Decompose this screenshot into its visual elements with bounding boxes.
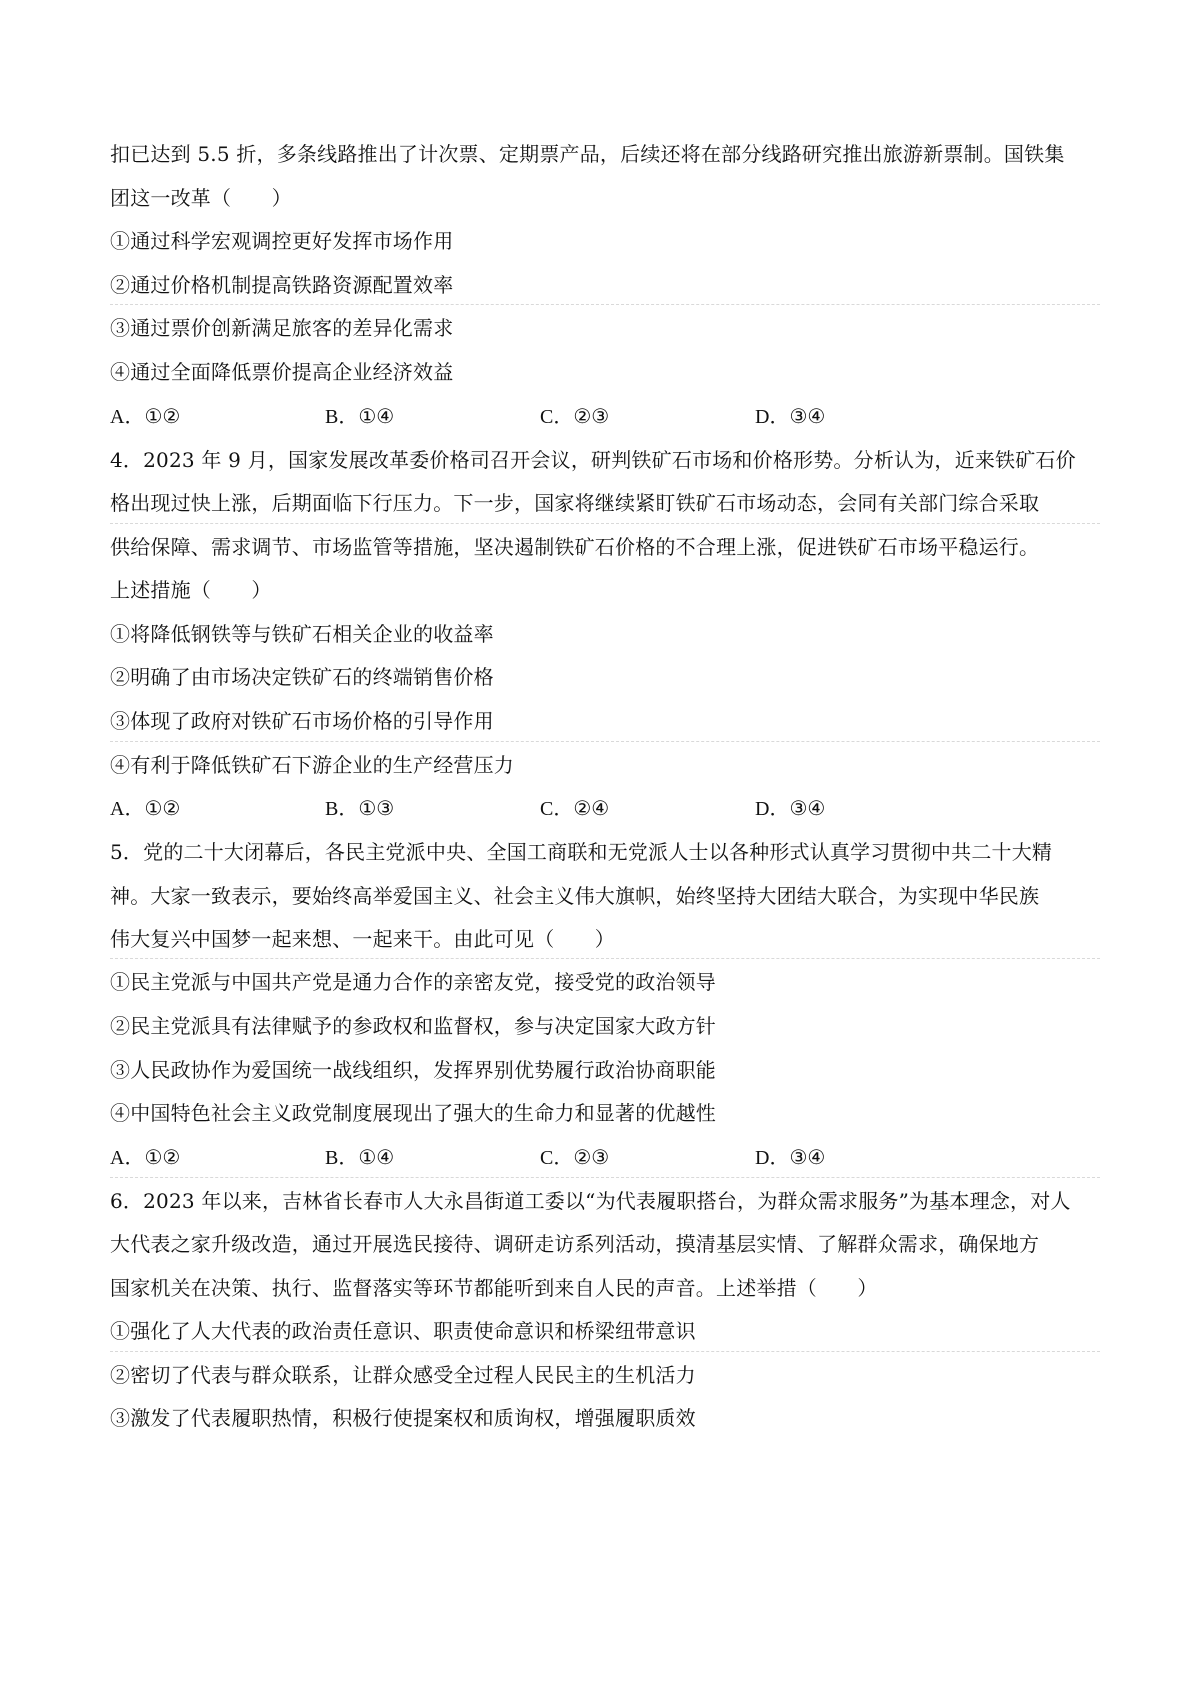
q4-stem-line: 格出现过快上涨，后期面临下行压力。下一步，国家将继续紧盯铁矿石市场动态，会同有关部门综合采取 [110, 491, 1040, 515]
q5-option-a[interactable]: A．①② [110, 1145, 181, 1169]
divider [110, 523, 1100, 524]
q6-stem-line: 6．2023 年以来，吉林省长春市人大永昌街道工委以“为代表履职搭台，为群众需求服务”为基本理念，对人 [110, 1189, 1071, 1213]
divider [110, 1177, 1100, 1178]
q4-statement-2: ②明确了由市场决定铁矿石的终端销售价格 [110, 665, 494, 689]
q6-statement-2: ②密切了代表与群众联系，让群众感受全过程人民民主的生机活力 [110, 1363, 696, 1387]
q5-option-c[interactable]: C．②③ [540, 1145, 610, 1169]
q4-statement-4: ④有利于降低铁矿石下游企业的生产经营压力 [110, 753, 514, 777]
q3-option-c[interactable]: C．②③ [540, 404, 610, 428]
q3-statement-4: ④通过全面降低票价提高企业经济效益 [110, 360, 454, 384]
q5-statement-3: ③人民政协作为爱国统一战线组织，发挥界别优势履行政治协商职能 [110, 1058, 716, 1082]
q5-stem-line: 神。大家一致表示，要始终高举爱国主义、社会主义伟大旗帜，始终坚持大团结大联合，为实现中华民族 [110, 884, 1040, 908]
q6-statement-3: ③激发了代表履职热情，积极行使提案权和质询权，增强履职质效 [110, 1406, 696, 1430]
q3-statement-3: ③通过票价创新满足旅客的差异化需求 [110, 316, 454, 340]
q4-options [110, 795, 1100, 821]
q3-stem-line: 团这一改革（ ） [110, 186, 292, 210]
q3-option-b[interactable]: B．①④ [325, 404, 395, 428]
q4-statement-3: ③体现了政府对铁矿石市场价格的引导作用 [110, 709, 494, 733]
q5-options [110, 1144, 1100, 1170]
q3-statement-1: ①通过科学宏观调控更好发挥市场作用 [110, 229, 454, 253]
q3-option-d[interactable]: D．③④ [755, 404, 826, 428]
q5-stem-line: 伟大复兴中国梦一起来想、一起来干。由此可见（ ） [110, 927, 615, 951]
q3-option-a[interactable]: A．①② [110, 404, 181, 428]
q4-stem-line: 4．2023 年 9 月，国家发展改革委价格司召开会议，研判铁矿石市场和价格形势。分析认为，近来铁矿石价 [110, 448, 1076, 472]
q3-options [110, 403, 1100, 429]
q4-option-b[interactable]: B．①③ [325, 796, 395, 820]
q4-stem-line: 上述措施（ ） [110, 578, 272, 602]
divider [110, 741, 1100, 742]
q4-option-d[interactable]: D．③④ [755, 796, 826, 820]
divider [110, 1351, 1100, 1352]
q5-option-d[interactable]: D．③④ [755, 1145, 826, 1169]
q6-stem-line: 大代表之家升级改造，通过开展选民接待、调研走访系列活动，摸清基层实情、了解群众需求，确保地方 [110, 1232, 1040, 1256]
q5-statement-1: ①民主党派与中国共产党是通力合作的亲密友党，接受党的政治领导 [110, 970, 716, 994]
q6-statement-1: ①强化了人大代表的政治责任意识、职责使命意识和桥梁纽带意识 [110, 1319, 696, 1343]
q3-statement-2: ②通过价格机制提高铁路资源配置效率 [110, 273, 454, 297]
q4-stem-line: 供给保障、需求调节、市场监管等措施，坚决遏制铁矿石价格的不合理上涨，促进铁矿石市场平稳运行。 [110, 535, 1040, 559]
divider [110, 304, 1100, 305]
q4-option-c[interactable]: C．②④ [540, 796, 610, 820]
q4-option-a[interactable]: A．①② [110, 796, 181, 820]
q5-option-b[interactable]: B．①④ [325, 1145, 395, 1169]
q5-statement-4: ④中国特色社会主义政党制度展现出了强大的生命力和显著的优越性 [110, 1101, 716, 1125]
q3-stem-line: 扣已达到 5.5 折，多条线路推出了计次票、定期票产品，后续还将在部分线路研究推出旅游新票制。国铁集 [110, 142, 1065, 166]
divider [110, 958, 1100, 959]
q6-stem-line: 国家机关在决策、执行、监督落实等环节都能听到来自人民的声音。上述举措（ ） [110, 1276, 878, 1300]
q4-statement-1: ①将降低钢铁等与铁矿石相关企业的收益率 [110, 622, 494, 646]
q5-stem-line: 5．党的二十大闭幕后，各民主党派中央、全国工商联和无党派人士以各种形式认真学习贯彻中共二十大精 [110, 840, 1053, 864]
q5-statement-2: ②民主党派具有法律赋予的参政权和监督权，参与决定国家大政方针 [110, 1014, 716, 1038]
